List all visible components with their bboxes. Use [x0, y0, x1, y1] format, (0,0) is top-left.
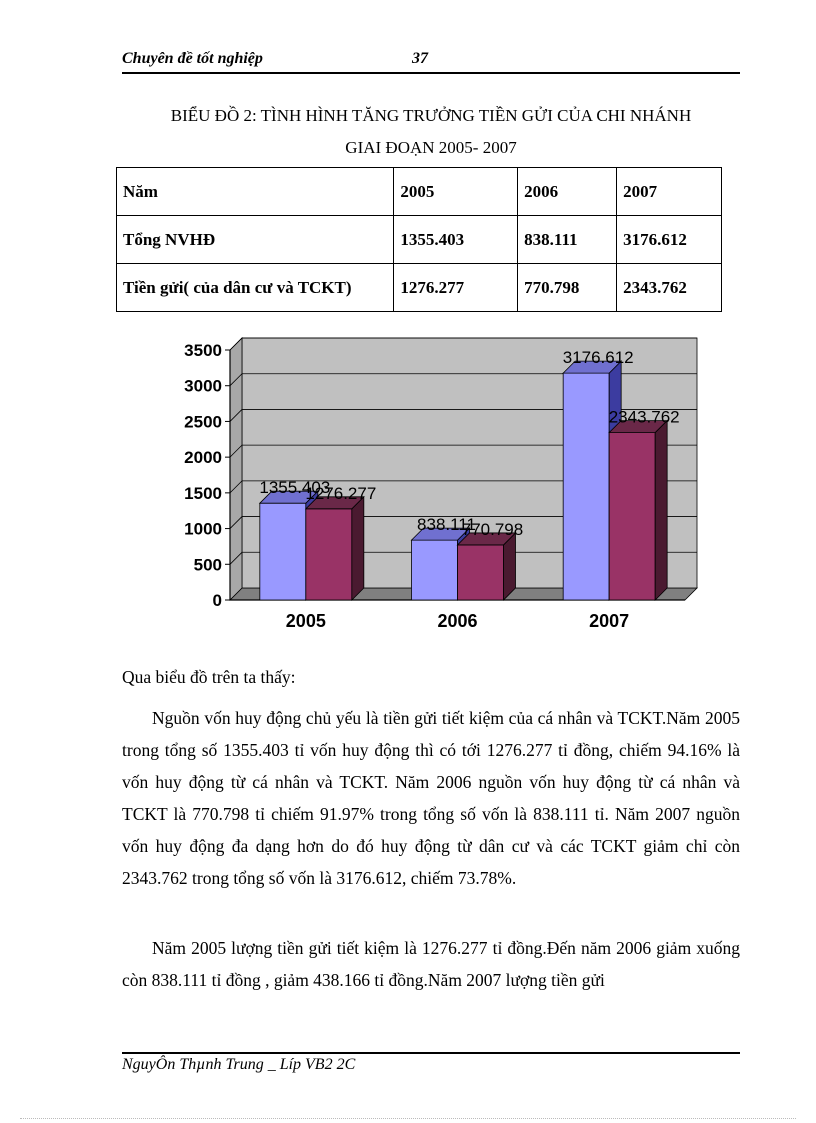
bar-side-2005-series-2: [352, 497, 364, 600]
y-tick-label: 500: [193, 555, 222, 575]
data-label: 1355.403: [259, 478, 331, 498]
bar-2005-series-2: [306, 509, 352, 600]
data-label: 3176.612: [562, 348, 634, 368]
y-tick-label: 1500: [184, 483, 222, 503]
chart-side-wall: [230, 338, 242, 600]
footer-author: NguyÔn Thµnh Trung _ Líp VB2 2C: [122, 1056, 356, 1073]
header-title: Chuyên đề tốt nghiệp: [122, 50, 263, 67]
paragraph-2: Năm 2005 lượng tiền gửi tiết kiệm là 1276.277 tỉ đồng.Đến năm 2006 giảm xuống còn 838.111 tỉ đồng , giảm 438.166 tỉ đồng.Năm 2007 lượng tiền gửi: [122, 938, 740, 990]
figure-title-line-2: GIAI ĐOẠN 2005- 2007: [345, 138, 517, 157]
table-cell: 838.111: [518, 216, 617, 264]
x-tick-label: 2006: [437, 611, 478, 631]
table-cell: 1355.403: [394, 216, 518, 264]
table-cell: Tổng NVHĐ: [117, 216, 394, 264]
footer-divider: [122, 1052, 740, 1054]
table-cell: 3176.612: [617, 216, 722, 264]
deposit-growth-chart: [140, 335, 710, 635]
x-tick-label: 2007: [589, 611, 630, 631]
table-cell: 770.798: [518, 264, 617, 312]
data-label: 1276.277: [305, 483, 377, 503]
data-label: 2343.762: [608, 407, 680, 427]
y-tick-label: 2500: [184, 412, 222, 432]
data-table: [116, 167, 722, 312]
table-row: [117, 216, 722, 264]
x-tick-label: 2005: [285, 611, 326, 631]
table-cell: 2006: [518, 168, 617, 216]
bar-2007-series-1: [563, 373, 609, 600]
table-row: [117, 168, 722, 216]
page-number: 37: [412, 50, 428, 67]
table-cell: Tiền gửi( của dân cư và TCKT): [117, 264, 394, 312]
bar-2006-series-1: [412, 540, 458, 600]
table-cell: 2005: [394, 168, 518, 216]
bar-2005-series-1: [260, 503, 306, 600]
y-tick-label: 2000: [184, 448, 222, 468]
y-tick-label: 3000: [184, 376, 222, 396]
page-header: [122, 50, 740, 74]
data-label: 770.798: [461, 519, 524, 539]
paragraph-1: Nguồn vốn huy động chủ yếu là tiền gửi tiết kiệm của cá nhân và TCKT.Năm 2005 trong tổng số 1355.403 tỉ vốn huy động thì có tới 1276.277 tỉ đồng, chiếm 94.16% là vốn huy động từ cá nhân và TCKT. Năm 2006 nguồn vốn huy động từ cá nhân và TCKT là 770.798 tỉ chiếm 91.97% trong tổng số vốn là 838.111 tỉ. Năm 2007 nguồn vốn huy động đa dạng hơn do đó huy động từ dân cư và các TCKT giảm chỉ còn 2343.762 trong tổng số vốn là 3176.612, chiếm 73.78%.: [122, 708, 740, 888]
intro-text: Qua biểu đồ trên ta thấy:: [122, 667, 296, 687]
page-edge-dotted-line: [20, 1118, 796, 1119]
data-label: 838.111: [417, 515, 476, 535]
table-cell: Năm: [117, 168, 394, 216]
bar-side-2007-series-2: [655, 421, 667, 600]
y-tick-label: 1000: [184, 519, 222, 539]
bar-2007-series-2: [609, 433, 655, 600]
y-tick-label: 0: [212, 591, 222, 610]
table-cell: 2343.762: [617, 264, 722, 312]
bar-2006-series-2: [458, 545, 504, 600]
figure-title-line-1: BIỂU ĐỒ 2: TÌNH HÌNH TĂNG TRƯỞNG TIỀN GỬI CỦA CHI NHÁNH: [170, 106, 692, 125]
y-tick-label: 3500: [184, 341, 222, 360]
table-row: [117, 264, 722, 312]
table-cell: 1276.277: [394, 264, 518, 312]
table-cell: 2007: [617, 168, 722, 216]
